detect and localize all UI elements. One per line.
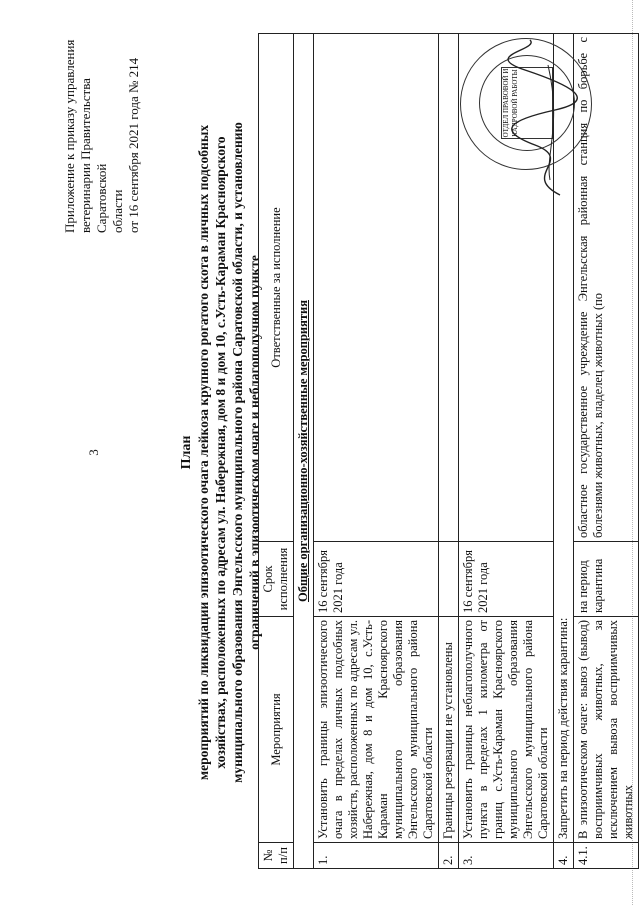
row-activity: Установить границы неблагополучного пункта в пределах 1 километра от границ с.Усть-Караман Красноярского муниципального образования Энгельсского муниципального района Саратовской области (459, 617, 554, 843)
row-num: 4.1. (574, 843, 639, 869)
title-line: муниципального образования Энгельсского муниципального района Саратовской области, и установлению (230, 122, 245, 783)
table-row (314, 34, 439, 869)
title-heading: План (179, 435, 194, 470)
row-num: 3. (459, 843, 554, 869)
stamp-text: ОТДЕЛ ПРАВОВОЙ И КАДРОВОЙ РАБОТЫ (501, 67, 553, 139)
appendix-word: к (62, 153, 77, 160)
row-responsible: областное государственное учреждение Энгельсская районная станция по борьбе с болезнями животных, владелец животных (по (574, 34, 639, 542)
appendix-line-2 (78, 15, 110, 233)
appendix-line-1 (62, 15, 78, 233)
signature-scribble (500, 35, 580, 205)
section-title: Общие организационно-хозяйственные мероприятия (294, 34, 314, 869)
row-num: 1. (314, 843, 439, 869)
row-responsible (439, 34, 459, 542)
row-activity: Границы резервации не установлены (439, 617, 459, 843)
appendix-word: ветеринарии (78, 163, 93, 233)
row-activity: Установить границы эпизоотического очага в пределах личных подсобных хозяйств, расположенных по адресам ул. Набережная, дом 8 и дом 10, с.Усть-Караман Красноярского муниципального образования Энгельсского муниципального района Саратовской области (314, 617, 439, 843)
document-title (178, 40, 263, 865)
appendix-word: приказу (62, 106, 77, 151)
table-header-row (259, 34, 294, 869)
row-deadline: 16 сентября 2021 года (314, 542, 439, 617)
row-responsible (314, 34, 439, 542)
title-line: мероприятий по ликвидации эпизоотического очага лейкоза крупного рогатого скота в личных подсобных (196, 124, 211, 781)
header-deadline: Срок исполнения (259, 542, 294, 617)
appendix-line-3: области (110, 189, 125, 233)
appendix-word: Саратовской (94, 163, 109, 233)
section-row (294, 34, 314, 869)
appendix-line-4: от 16 сентября 2021 года № 214 (126, 57, 141, 233)
row-deadline: на период карантина (574, 542, 639, 617)
appendix-word: Приложение (62, 163, 77, 233)
row-num: 2. (439, 843, 459, 869)
row-num: 4. (554, 843, 574, 869)
header-responsible: Ответственные за исполнение (259, 34, 294, 542)
appendix-word: Правительства (78, 78, 93, 160)
title-line: ограничений в эпизоотическом очаге и неблагополучном пункте (247, 255, 262, 650)
appendix-block (62, 15, 142, 233)
plan-table (258, 33, 639, 869)
table-row (574, 34, 639, 869)
title-line: хозяйствах, расположенных по адресам ул. Набережная, дом 8 и дом 10, с.Усть-Караман Красноярского (213, 136, 228, 769)
row-deadline (439, 542, 459, 617)
row-activity: Запретить на период действия карантина: (554, 34, 574, 843)
table-row (439, 34, 459, 869)
header-activity: Мероприятия (259, 617, 294, 843)
row-deadline: 16 сентября 2021 года (459, 542, 554, 617)
appendix-word: управления (62, 39, 77, 104)
header-num: № п/п (259, 843, 294, 869)
page-number: 3 (86, 449, 101, 456)
row-activity: В эпизоотическом очаге: вывоз (вывод) восприимчивых животных, за исключением вывоза восприимчивых животных (574, 617, 639, 843)
